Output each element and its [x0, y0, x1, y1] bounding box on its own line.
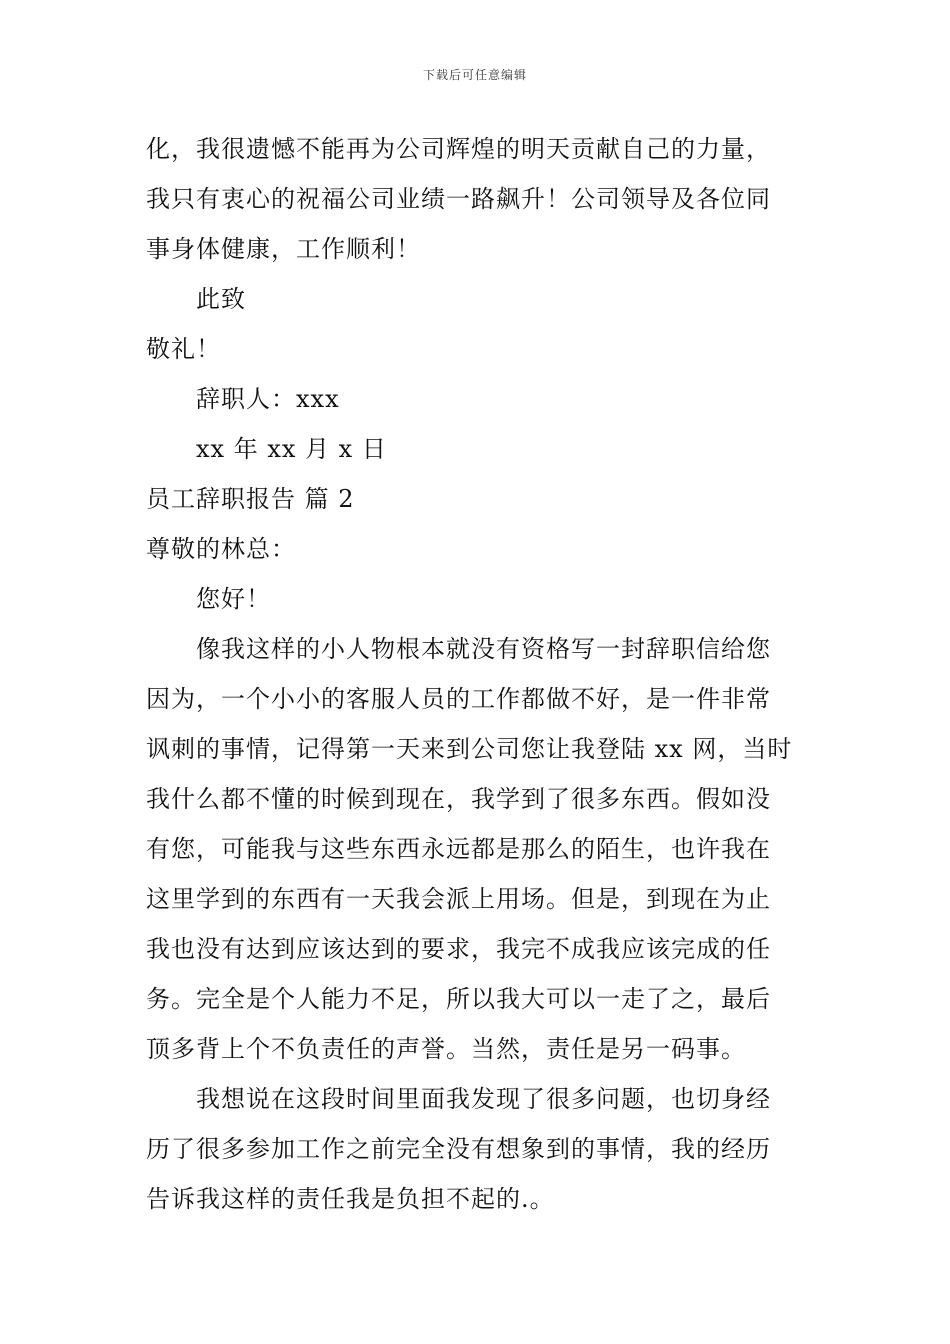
greeting-recipient: 尊敬的林总：: [146, 535, 296, 563]
document-body: [146, 124, 808, 1224]
closing-salutation: 此致: [196, 285, 246, 313]
text-line: 这里学到的东西有一天我会派上用场。但是，到现在为止: [146, 885, 771, 913]
page-header: 下载后可任意编辑: [422, 68, 527, 82]
text-line: 因为，一个小小的客服人员的工作都做不好，是一件非常: [146, 685, 771, 713]
greeting: 您好！: [196, 585, 271, 613]
text-line: 我也没有达到应该达到的要求，我完不成我应该完成的任: [146, 935, 771, 963]
text-line: 讽刺的事情，记得第一天来到公司您让我登陆 xx 网，当时: [146, 735, 793, 763]
section-title: 员工辞职报告 篇 2: [146, 485, 355, 513]
text-line: 我想说在这段时间里面我发现了很多问题，也切身经: [196, 1085, 771, 1113]
text-line: 我只有衷心的祝福公司业绩一路飙升！公司领导及各位同: [146, 185, 771, 213]
closing-regards: 敬礼！: [146, 335, 221, 363]
signature-name: 辞职人：xxx: [196, 385, 340, 413]
text-line: 历了很多参加工作之前完全没有想象到的事情，我的经历: [146, 1135, 771, 1163]
signature-date: xx 年 xx 月 x 日: [196, 435, 387, 463]
text-line: 务。完全是个人能力不足，所以我大可以一走了之，最后: [146, 985, 771, 1013]
text-line: 事身体健康，工作顺利！: [146, 235, 421, 263]
text-line: 我什么都不懂的时候到现在，我学到了很多东西。假如没: [146, 785, 771, 813]
text-line: 顶多背上个不负责任的声誉。当然，责任是另一码事。: [146, 1035, 746, 1063]
text-line: 告诉我这样的责任我是负担不起的.。: [146, 1185, 555, 1213]
text-line: 像我这样的小人物根本就没有资格写一封辞职信给您: [196, 635, 771, 663]
text-line: 化，我很遗憾不能再为公司辉煌的明天贡献自己的力量，: [146, 135, 771, 163]
text-line: 有您，可能我与这些东西永远都是那么的陌生，也许我在: [146, 835, 771, 863]
